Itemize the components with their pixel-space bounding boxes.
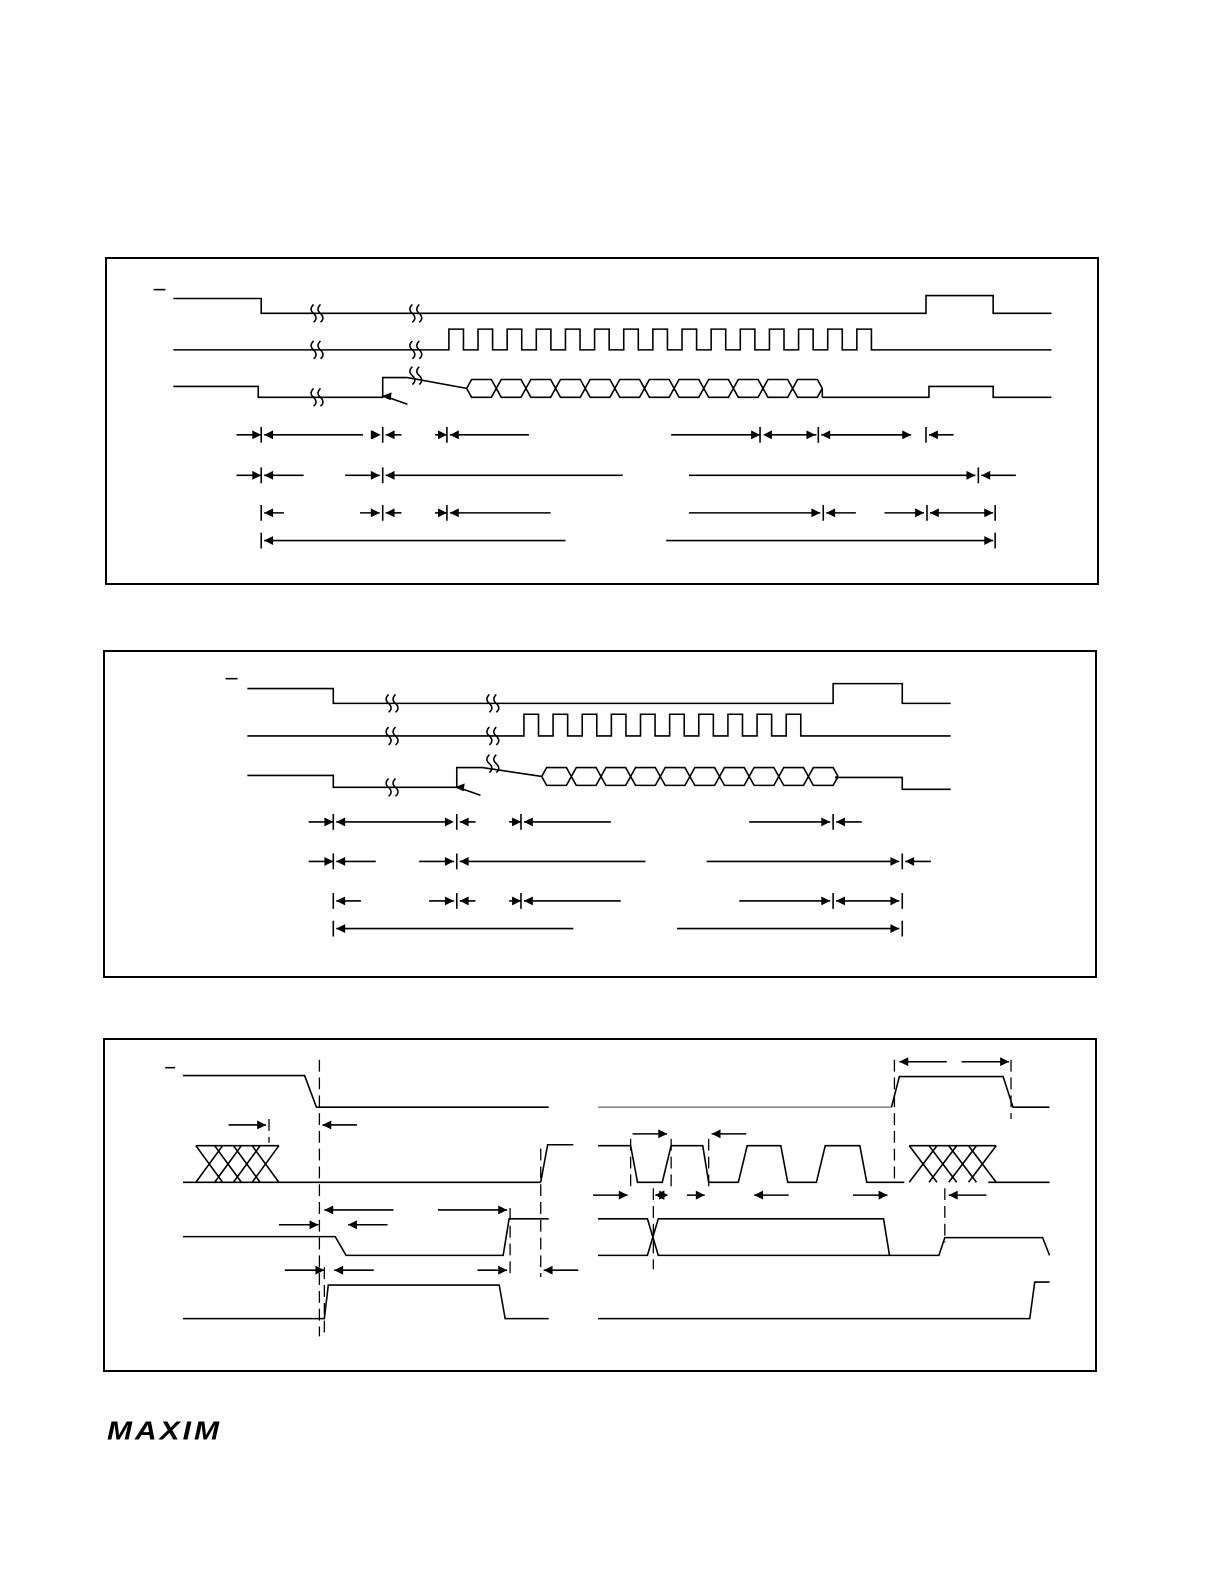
signal-3-end <box>835 777 951 789</box>
arrowhead <box>324 857 333 866</box>
break-marks <box>311 304 422 406</box>
arrowhead <box>899 1057 908 1066</box>
timing-diagram-3-svg <box>105 1040 1095 1370</box>
signal-4-waveform <box>183 1285 549 1319</box>
arrowhead <box>438 430 447 439</box>
arrowhead <box>544 1266 553 1275</box>
arrowhead <box>836 896 845 905</box>
clock-waveform <box>247 714 950 736</box>
arrowhead <box>460 817 469 826</box>
arrowhead <box>524 896 533 905</box>
timing-diagram-2 <box>103 650 1097 978</box>
arrowhead <box>949 1191 958 1200</box>
clock-waveform <box>173 329 1051 350</box>
signal-3-start <box>173 378 407 398</box>
arrowhead <box>371 471 380 480</box>
arrowhead <box>450 508 459 517</box>
arrowhead <box>334 1266 343 1275</box>
arrowhead <box>967 471 976 480</box>
arrowhead <box>450 430 459 439</box>
signal-3-start <box>247 768 482 788</box>
arrowhead <box>658 1129 667 1138</box>
arrowhead <box>372 430 381 439</box>
arrowhead <box>1000 1057 1009 1066</box>
timing-diagram-1-svg <box>107 259 1097 583</box>
arrowhead <box>324 817 333 826</box>
timing-diagram-3 <box>103 1038 1097 1372</box>
arrowhead <box>322 1121 331 1130</box>
data-trace-b <box>598 1219 889 1256</box>
arrowhead <box>386 471 395 480</box>
arrowhead <box>821 896 830 905</box>
data-bits-bottom <box>467 388 823 397</box>
arrowhead <box>905 857 914 866</box>
arrowhead <box>498 1266 507 1275</box>
arrowhead <box>826 508 835 517</box>
arrowhead <box>371 508 380 517</box>
arrowhead <box>386 430 395 439</box>
signal-3-data <box>598 1219 889 1256</box>
signal-1-waveform <box>173 296 1051 314</box>
timing-diagram-2-svg <box>105 652 1095 976</box>
arrowhead <box>984 508 993 517</box>
arrowhead <box>438 508 447 517</box>
arrowhead <box>336 924 345 933</box>
brand-logo-text: MAXIM <box>107 1417 222 1446</box>
arrowhead <box>879 1191 888 1200</box>
data-bits-bottom <box>542 776 838 785</box>
break-mark <box>487 755 492 773</box>
arrowhead <box>929 430 938 439</box>
arrowhead <box>324 1205 333 1214</box>
timing-markers <box>309 814 931 936</box>
hatched-region-left <box>196 1146 279 1183</box>
data-bits <box>407 378 822 398</box>
arrowhead <box>836 817 845 826</box>
arrowhead <box>498 1205 507 1214</box>
arrowhead <box>811 508 820 517</box>
arrowhead <box>386 508 395 517</box>
data-bits <box>482 768 838 786</box>
arrowhead <box>754 1191 763 1200</box>
arrowhead <box>512 817 521 826</box>
timing-markers <box>237 427 1016 549</box>
arrowhead <box>890 924 899 933</box>
arrowhead <box>460 896 469 905</box>
arrowhead <box>445 857 454 866</box>
arrowhead <box>257 1121 266 1130</box>
signal-1-pulse <box>891 1077 1049 1108</box>
arrowhead <box>890 857 899 866</box>
hatched-region-right <box>909 1146 996 1183</box>
arrowhead <box>460 857 469 866</box>
signal-2-clock <box>598 1146 904 1183</box>
break-marks <box>386 694 499 796</box>
arrowhead <box>930 508 939 517</box>
arrowhead <box>264 430 273 439</box>
arrowhead <box>252 430 261 439</box>
timing-markers <box>229 1057 1010 1274</box>
arrowhead <box>619 1191 628 1200</box>
timing-diagram-1 <box>105 257 1099 585</box>
arrowhead <box>264 536 273 545</box>
break-mark <box>417 367 422 385</box>
arrowhead <box>445 817 454 826</box>
arrowhead <box>915 508 924 517</box>
arrowhead <box>264 508 273 517</box>
arrowhead <box>264 471 273 480</box>
signal-1-waveform <box>247 684 950 704</box>
arrowhead <box>310 1220 319 1229</box>
arrowhead <box>336 857 345 866</box>
arrowhead <box>524 817 533 826</box>
arrowhead <box>336 817 345 826</box>
signal-1-waveform <box>183 1076 549 1108</box>
signal-3-end <box>822 386 1051 397</box>
arrowhead <box>751 430 760 439</box>
arrowhead <box>348 1220 357 1229</box>
brand-logo <box>107 1417 247 1447</box>
arrowhead <box>821 817 830 826</box>
arrowhead <box>981 471 990 480</box>
arrowhead <box>712 1129 721 1138</box>
arrowhead <box>806 430 815 439</box>
arrowhead <box>890 896 899 905</box>
break-mark <box>410 367 415 385</box>
data-lead <box>407 378 466 389</box>
signal-2-rise <box>541 1145 574 1183</box>
data-trace-a <box>598 1219 884 1256</box>
arrowhead <box>512 896 521 905</box>
signal-3-end <box>884 1238 1050 1256</box>
arrowhead <box>984 536 993 545</box>
arrowhead <box>252 471 261 480</box>
signal-4-cont <box>598 1282 1050 1319</box>
arrowhead <box>336 896 345 905</box>
arrowhead <box>445 896 454 905</box>
